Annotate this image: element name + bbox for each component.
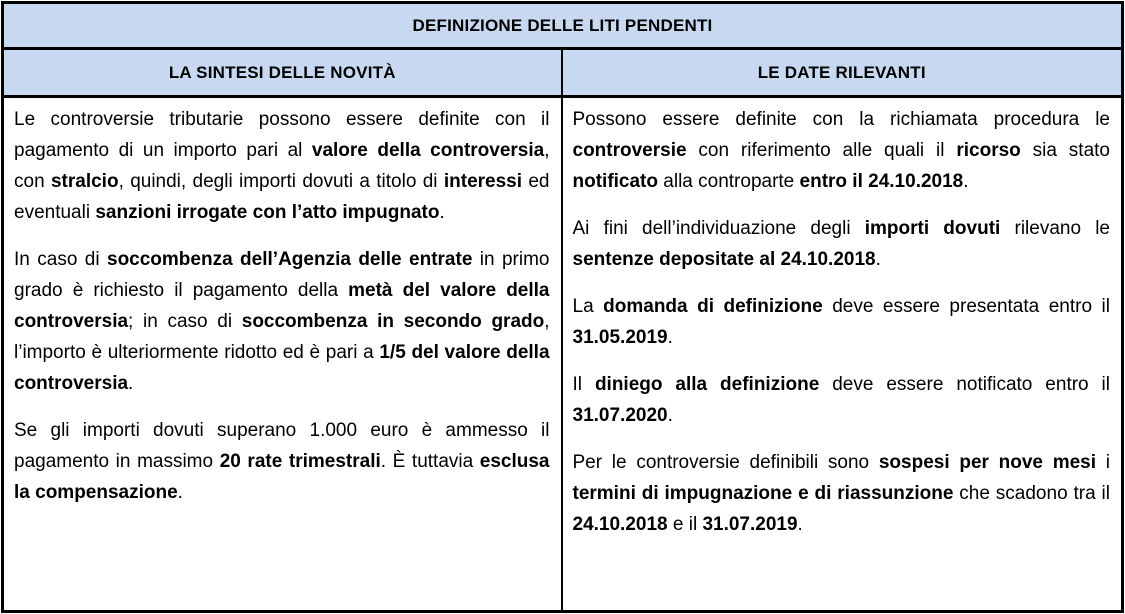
paragraph: Le controversie tributarie possono essere definite con il pagamento di un importo pari al valore della controversia, con stralcio, quindi, degli importi dovuti a titolo di interessi ed eventuali sanzioni irrogate con l’atto impugnato. [14, 109, 550, 223]
table-title: DEFINIZIONE DELLE LITI PENDENTI [4, 4, 1121, 50]
paragraph: La domanda di definizione deve essere presentata entro il 31.05.2019. [572, 296, 1110, 348]
paragraph: Per le controversie definibili sono sospesi per nove mesi i termini di impugnazione e di riassunzione che scadono tra il 24.10.2018 e il 31.07.2019. [572, 452, 1110, 535]
column-header-date: LE DATE RILEVANTI [757, 63, 926, 82]
paragraph: Possono essere definite con la richiamata procedura le controversie con riferimento alle quali il ricorso sia stato notificato alla controparte entro il 24.10.2018. [572, 109, 1110, 192]
column-header-row [4, 50, 1121, 98]
paragraph: Se gli importi dovuti superano 1.000 euro è ammesso il pagamento in massimo 20 rate trimestrali. È tuttavia esclusa la compensazione. [14, 420, 550, 503]
column-body-sintesi [4, 98, 563, 610]
paragraph: Il diniego alla definizione deve essere notificato entro il 31.07.2020. [572, 374, 1110, 426]
paragraph: Ai fini dell’individuazione degli importi dovuti rilevano le sentenze depositate al 24.10.2018. [572, 218, 1110, 270]
column-body-date [563, 98, 1122, 610]
table-body-row [4, 98, 1121, 610]
column-header-sintesi: LA SINTESI DELLE NOVITÀ [4, 50, 563, 95]
liti-pendenti-table [1, 1, 1124, 613]
paragraph: In caso di soccombenza dell’Agenzia delle entrate in primo grado è richiesto il pagamento della metà del valore della controversia; in caso di soccombenza in secondo grado, l’importo è ulteriormente ridotto ed è pari a 1/5 del valore della controversia. [14, 249, 550, 394]
